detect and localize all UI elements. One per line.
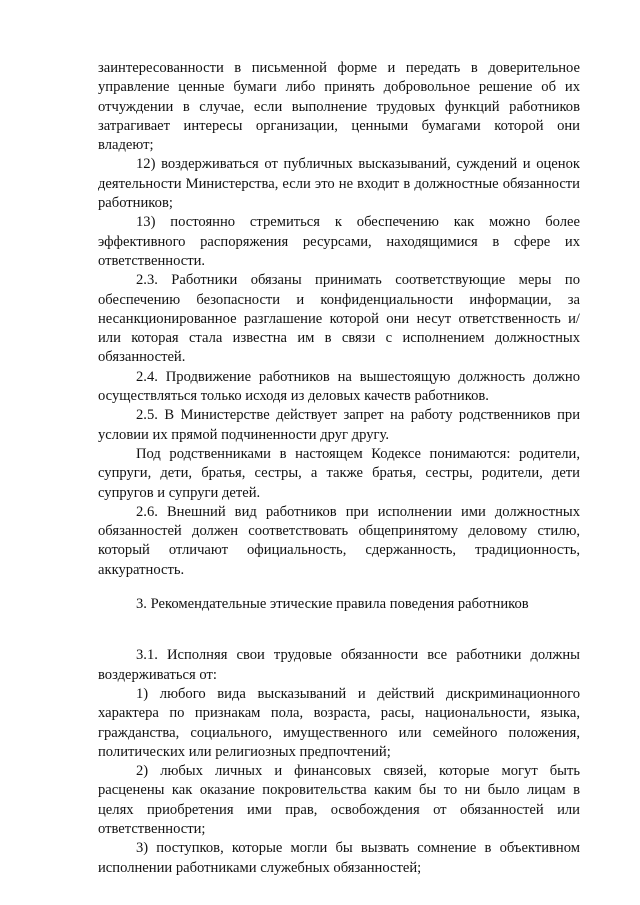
paragraph-share-trust: заинтересованности в письменной форме и передать в доверительное управление ценные бумаги либо принять добровольное решение об их отчуждении в случае, если выполнение трудовых функций работников затрагивает интересы организации, ценными бумагами которой они владеют;: [98, 60, 580, 154]
paragraph-3-1: 3.1. Исполняя свои трудовые обязанности все работники должны воздерживаться от:: [98, 647, 580, 683]
paragraph-2-4: 2.4. Продвижение работников на вышестоящую должность должно осуществляться только исходя из деловых качеств работников.: [98, 368, 580, 405]
paragraph-2-5: 2.5. В Министерстве действует запрет на работу родственников при условии их прямой подчиненности друг другу.: [98, 407, 580, 443]
paragraph-item-12: 12) воздерживаться от публичных высказываний, суждений и оценок деятельности Министерства, если это не входит в должностные обязанности работников;: [98, 156, 580, 212]
paragraph-2-3: 2.3. Работники обязаны принимать соответствующие меры по обеспечению безопасности и конфиденциальности информации, за несанкционированное разглашение которой они несут ответственность и/или которая стала известна им в связи с исполнением должностных обязанностей.: [98, 272, 580, 366]
section-heading: 3. Рекомендательные этические правила поведения работников: [136, 596, 529, 613]
paragraph-relatives: Под родственниками в настоящем Кодексе понимаются: родители, супруги, дети, братья, сестры, а также братья, сестры, родители, дети супругов и супруги детей.: [98, 445, 580, 501]
paragraph-3-1-item-2: 2) любых личных и финансовых связей, которые могут быть расценены как оказание покровительства каким бы то ни было лицам в целях приобретения ими прав, освобождения от обязанностей или ответственности;: [98, 763, 580, 837]
document-page: [98, 59, 580, 878]
paragraph-3-1-item-3: 3) поступков, которые могли бы вызвать сомнение в объективном исполнении работниками служебных обязанностей;: [98, 840, 580, 876]
paragraph-2-6: 2.6. Внешний вид работников при исполнении ими должностных обязанностей должен соответствовать общепринятому деловому стилю, который отличают официальность, сдержанность, традиционность, аккуратность.: [98, 503, 580, 578]
paragraph-item-13: 13) постоянно стремиться к обеспечению как можно более эффективного распоряжения ресурсами, находящимися в сфере их ответственности.: [98, 214, 580, 269]
paragraph-3-1-item-1: 1) любого вида высказываний и действий дискриминационного характера по признакам пола, возраста, расы, национальности, языка, гражданства, социального, имущественного или семейного положения, политических или религиозных предпочтений;: [98, 685, 580, 760]
